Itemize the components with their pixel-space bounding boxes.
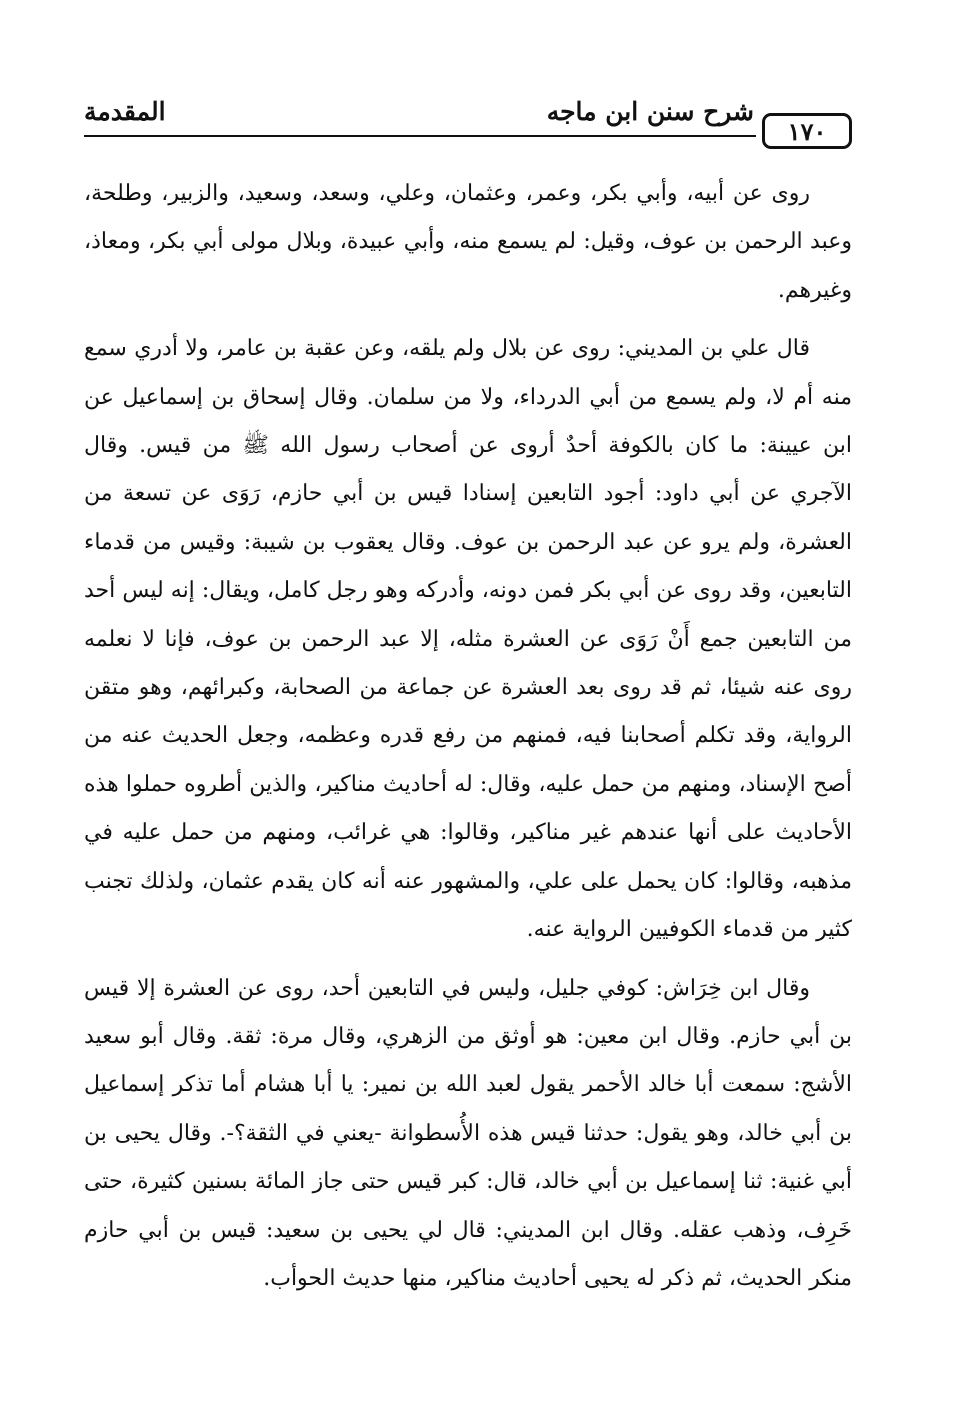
page-header xyxy=(84,95,852,157)
page-body xyxy=(84,170,852,1313)
header-rule xyxy=(84,135,756,137)
paragraph: وقال ابن خِرَاش: كوفي جليل، وليس في التابعين أحد، روى عن العشرة إلا قيس بن أبي حازم. وقال ابن معين: هو أوثق من الزهري، وقال مرة: ثقة. وقال أبو سعيد الأشج: سمعت أبا خالد الأحمر يقول لعبد الله بن نمير: يا أبا هشام أما تذكر إسماعيل بن أبي خالد، وهو يقول: حدثنا قيس هذه الأُسطوانة -يعني في الثقة؟-. وقال يحيى بن أبي غنية: ثنا إسماعيل بن أبي خالد، قال: كبر قيس حتى جاز المائة بسنين كثيرة، حتى خَرِف، وذهب عقله. وقال ابن المديني: قال لي يحيى بن سعيد: قيس بن أبي حازم منكر الحديث، ثم ذكر له يحيى أحاديث مناكير، منها حديث الحوأب. xyxy=(84,975,852,1291)
page-number: ١٧٠ xyxy=(787,116,827,146)
paragraph: قال علي بن المديني: روى عن بلال ولم يلقه، وعن عقبة بن عامر، ولا أدري سمع منه أم لا، ولم يسمع من أبي الدرداء، ولا من سلمان. وقال إسحاق بن إسماعيل عن ابن عيينة: ما كان بالكوفة أحدٌ أروى عن أصحاب رسول الله ﷺ من قيس. وقال الآجري عن أبي داود: أجود التابعين إسنادا قيس بن أبي حازم، رَوَى عن تسعة من العشرة، ولم يرو عن عبد الرحمن بن عوف. وقال يعقوب بن شيبة: وقيس من قدماء التابعين، وقد روى عن أبي بكر فمن دونه، وأدركه وهو رجل كامل، ويقال: إنه ليس أحد من التابعين جمع أَنْ رَوَى عن العشرة مثله، إلا عبد الرحمن بن عوف، فإنا لا نعلمه روى عنه شيئا، ثم قد روى بعد العشرة عن جماعة من الصحابة، وكبرائهم، وهو متقن الرواية، وقد تكلم أصحابنا فيه، فمنهم من رفع قدره وعظمه، وجعل الحديث عنه من أصح الإسناد، ومنهم من حمل عليه، وقال: له أحاديث مناكير، والذين أطروه حملوا هذه الأحاديث على أنها عندهم غير مناكير، وقالوا: هي غرائب، ومنهم من حمل عليه في مذهبه، وقالوا: كان يحمل على علي، والمشهور عنه أنه كان يقدم عثمان، ولذلك تجنب كثير من قدماء الكوفيين الرواية عنه. xyxy=(84,336,852,943)
book-title: شرح سنن ابن ماجه xyxy=(546,97,754,126)
paragraph: روى عن أبيه، وأبي بكر، وعمر، وعثمان، وعلي، وسعد، وسعيد، والزبير، وطلحة، وعبد الرحمن بن عوف، وقيل: لم يسمع منه، وأبي عبيدة، وبلال مولى أبي بكر، ومعاذ، وغيرهم. xyxy=(84,181,852,303)
page-number-box xyxy=(762,113,852,149)
section-title: المقدمة xyxy=(84,97,166,126)
